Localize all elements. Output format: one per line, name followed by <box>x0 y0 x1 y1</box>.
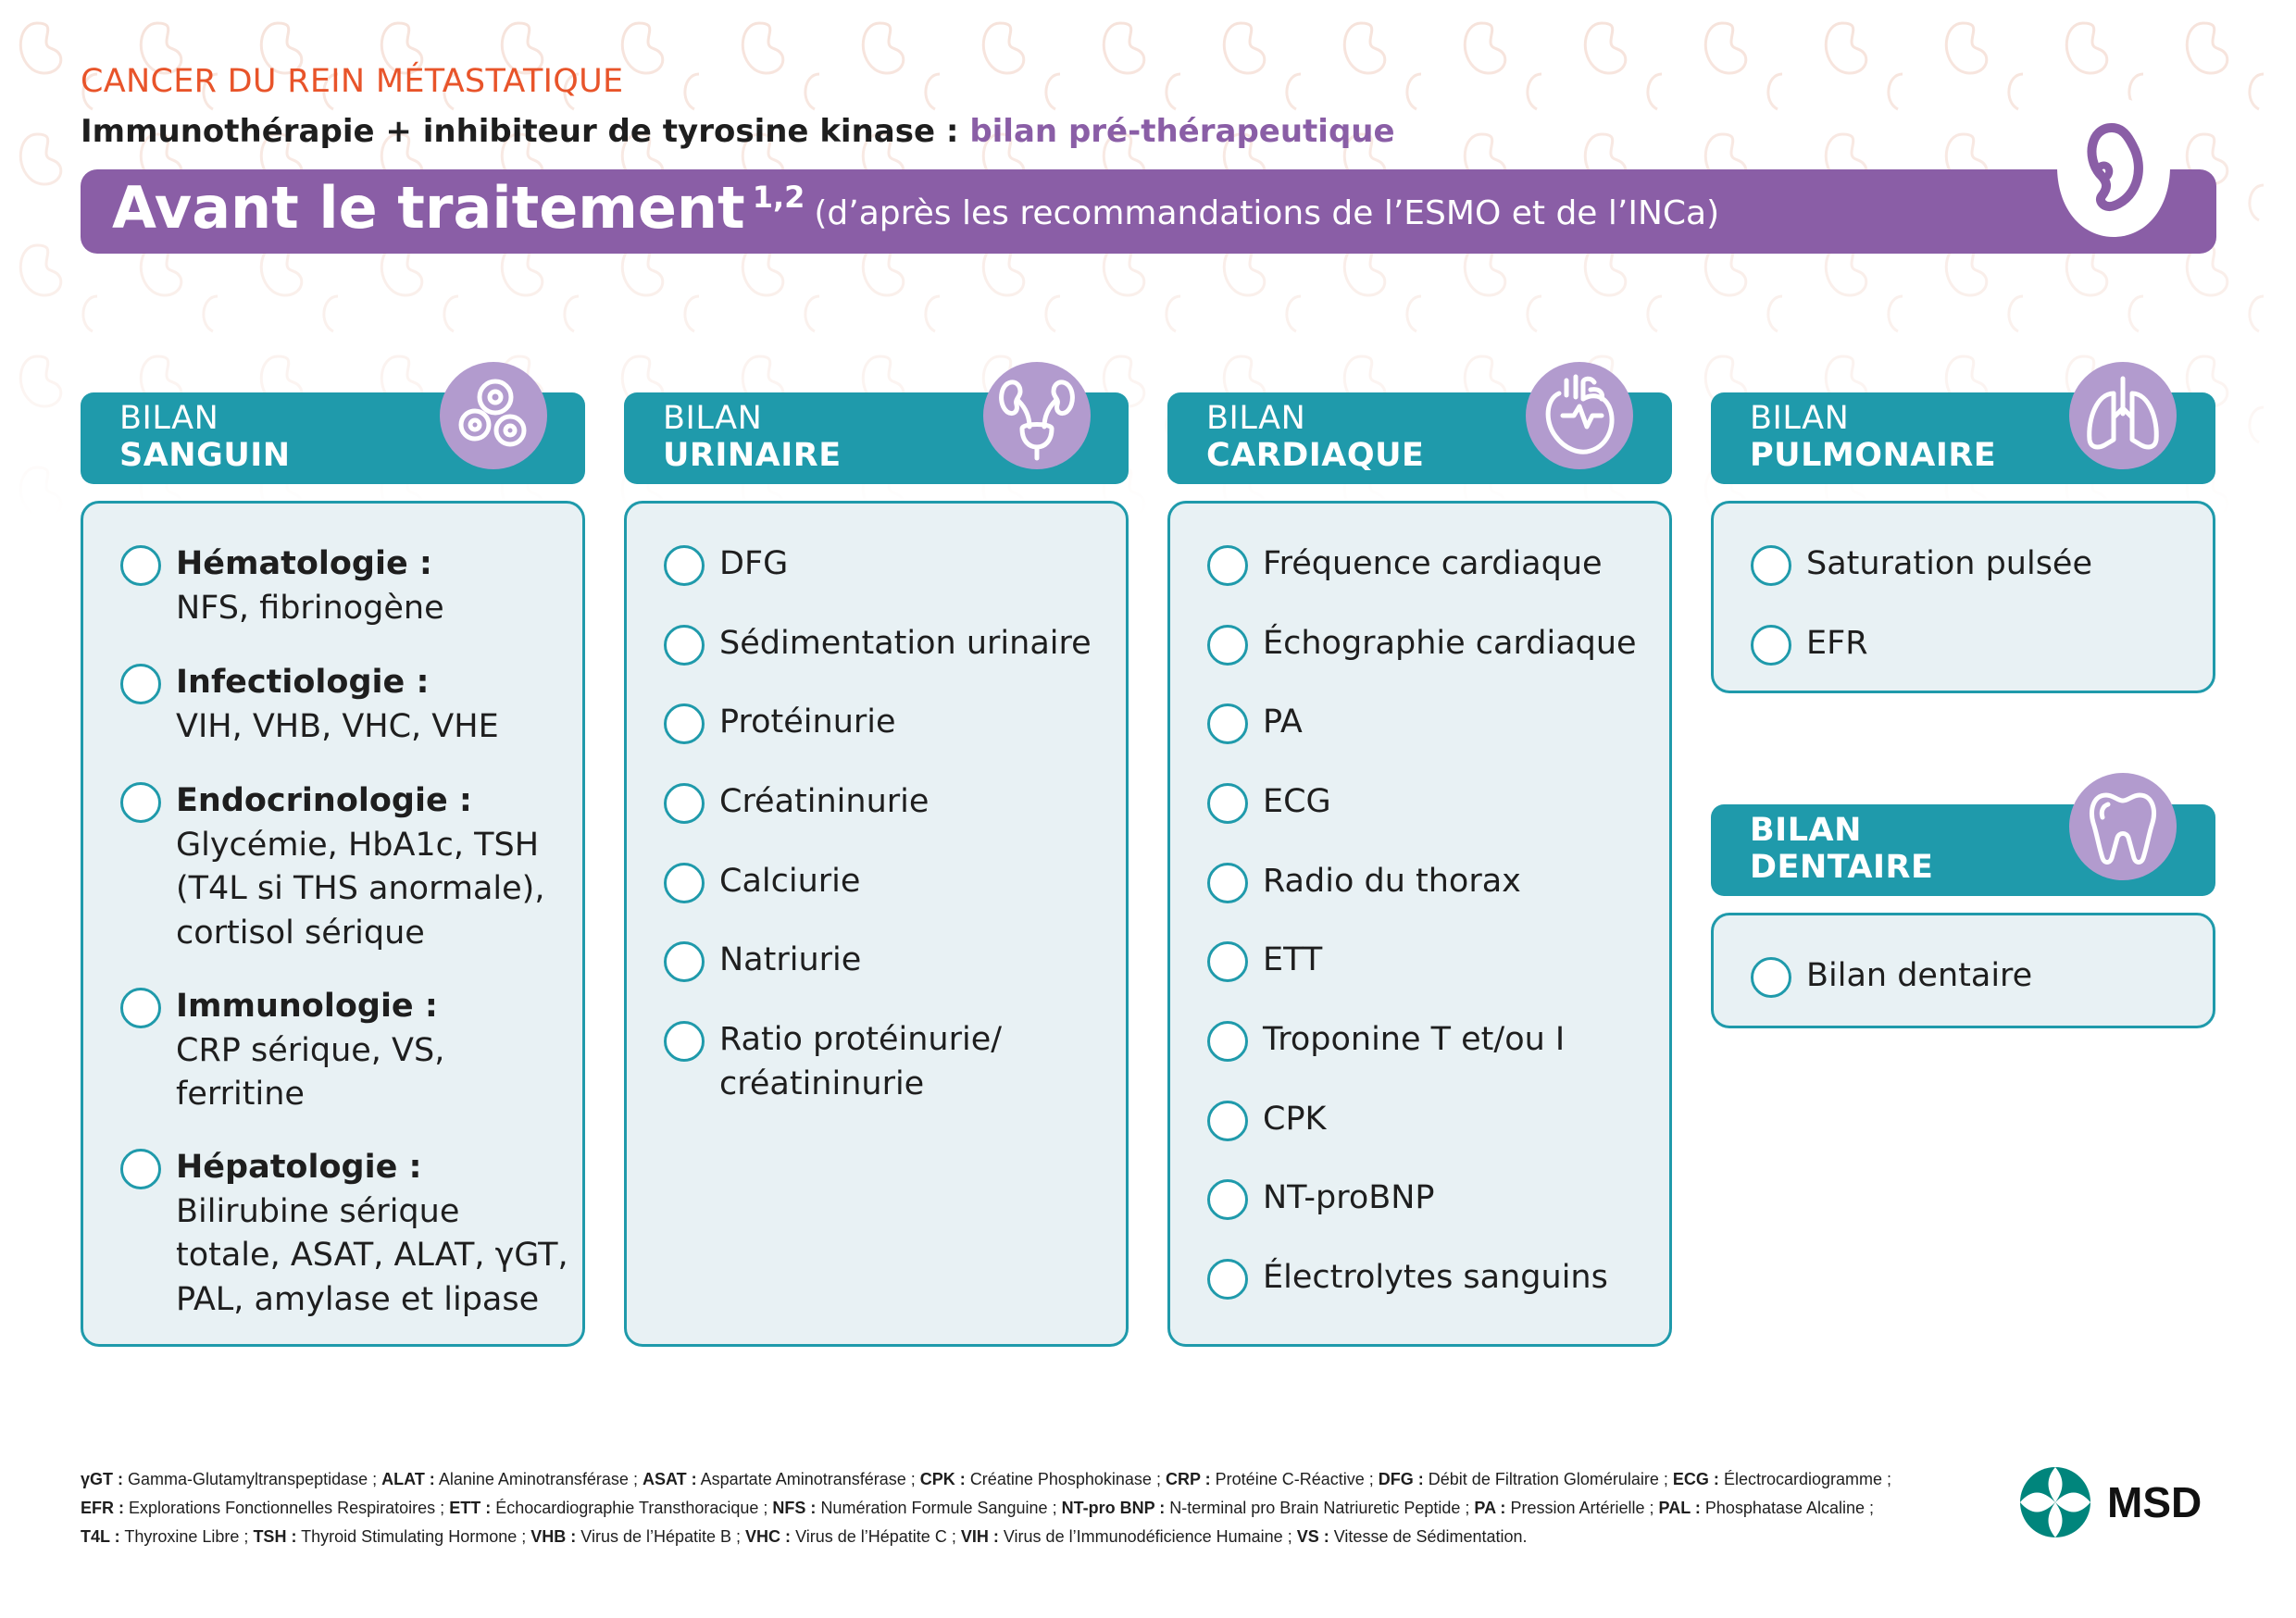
abbr-term: VHC : <box>745 1527 792 1546</box>
item-text: Protéinurie <box>719 703 896 741</box>
abbr-term: TSH : <box>253 1527 297 1546</box>
panel-urinaire <box>624 501 1129 1347</box>
abbr-def: Électrocardiogramme ; <box>1723 1470 1892 1488</box>
item-label: Hépatologie : <box>176 1149 422 1186</box>
checkbox[interactable] <box>1207 1101 1248 1141</box>
footnote-line <box>81 1523 1932 1551</box>
msd-logo <box>2018 1465 2222 1539</box>
abbreviations-footnote <box>81 1465 1932 1551</box>
abbr-term: CPK : <box>919 1470 966 1488</box>
checkbox[interactable] <box>1207 1259 1248 1300</box>
item-text: Ratio protéinurie/ <box>719 1021 1003 1058</box>
checkbox[interactable] <box>664 545 705 586</box>
checkbox[interactable] <box>120 1149 161 1189</box>
item-text: Électrolytes sanguins <box>1263 1259 1608 1296</box>
abbr-def: Alanine Aminotransférase ; <box>438 1470 638 1488</box>
abbr-def: Virus de l’Hépatite C ; <box>795 1527 956 1546</box>
kidneys-bladder-icon <box>983 362 1091 469</box>
abbr-def: Virus de l’Immunodéficience Humaine ; <box>1003 1527 1292 1546</box>
abbr-def: Vitesse de Sédimentation. <box>1333 1527 1528 1546</box>
msd-emblem-icon <box>2020 1467 2090 1537</box>
abbr-def: Aspartate Aminotransférase ; <box>700 1470 916 1488</box>
abbr-def: Créatine Phosphokinase ; <box>969 1470 1161 1488</box>
checkbox[interactable] <box>1207 783 1248 824</box>
abbr-term: CRP : <box>1165 1470 1211 1488</box>
header-top-text: BILAN <box>663 400 763 437</box>
item-text: Natriurie <box>719 941 862 978</box>
checkbox[interactable] <box>120 782 161 823</box>
msd-logo-text: MSD <box>2107 1478 2202 1526</box>
checkbox[interactable] <box>664 625 705 666</box>
item-detail: NFS, fibrinogène <box>176 589 444 627</box>
item-detail: VIH, VHB, VHC, VHE <box>176 707 499 745</box>
checkbox[interactable] <box>1207 863 1248 903</box>
item-detail: PAL, amylase et lipase <box>176 1280 540 1318</box>
checkbox[interactable] <box>664 783 705 824</box>
item-label: Hématologie : <box>176 545 432 582</box>
item-detail: (T4L si THS anormale), <box>176 870 545 907</box>
item-text: Fréquence cardiaque <box>1263 545 1603 582</box>
item-text: DFG <box>719 545 789 582</box>
checkbox[interactable] <box>1207 941 1248 982</box>
item-text: Échographie cardiaque <box>1263 625 1637 662</box>
checkbox[interactable] <box>1751 545 1791 586</box>
item-text: Bilan dentaire <box>1806 957 2033 994</box>
panel-dentaire <box>1711 913 2215 1028</box>
kidney-logo-icon <box>2053 93 2174 241</box>
item-detail: Glycémie, HbA1c, TSH <box>176 826 540 864</box>
lungs-icon <box>2069 362 2177 469</box>
abbr-term: ASAT : <box>642 1470 697 1488</box>
panel-sanguin <box>81 501 585 1347</box>
header-bottom-text: SANGUIN <box>119 437 291 474</box>
header-top-text: BILAN <box>1750 812 1862 849</box>
abbr-def: Protéine C-Réactive ; <box>1215 1470 1374 1488</box>
abbr-def: Gamma-Glutamyltranspeptidase ; <box>128 1470 378 1488</box>
header-bottom-text: PULMONAIRE <box>1750 437 1997 474</box>
item-label: Infectiologie : <box>176 664 430 701</box>
abbr-term: VHB : <box>530 1527 577 1546</box>
checkbox[interactable] <box>1207 625 1248 666</box>
checkbox[interactable] <box>120 664 161 704</box>
abbr-term: T4L : <box>81 1527 120 1546</box>
footnote-line <box>81 1494 1932 1523</box>
checkbox[interactable] <box>664 1021 705 1062</box>
abbr-term: NFS : <box>772 1499 817 1517</box>
abbr-term: NT-pro BNP : <box>1061 1499 1166 1517</box>
abbr-def: Pression Artérielle ; <box>1510 1499 1654 1517</box>
item-detail: CRP sérique, VS, <box>176 1031 445 1069</box>
checkbox[interactable] <box>120 988 161 1028</box>
abbr-term: ALAT : <box>381 1470 435 1488</box>
item-detail: Bilirubine sérique <box>176 1192 460 1230</box>
abbr-term: DFG : <box>1378 1470 1424 1488</box>
abbr-term: VIH : <box>960 1527 999 1546</box>
item-detail: cortisol sérique <box>176 914 425 952</box>
banner-title-text: Avant le traitement <box>112 174 745 242</box>
item-text: Saturation pulsée <box>1806 545 2093 582</box>
item-text: ECG <box>1263 783 1331 820</box>
item-detail: ferritine <box>176 1076 305 1113</box>
header-top-text: BILAN <box>1206 400 1306 437</box>
item-text: CPK <box>1263 1101 1327 1138</box>
header-bottom-text: DENTAIRE <box>1750 849 1934 886</box>
heart-icon <box>1526 362 1633 469</box>
abbr-def: Thyroxine Libre ; <box>124 1527 249 1546</box>
item-text: EFR <box>1806 625 1868 662</box>
abbr-term: VS : <box>1296 1527 1329 1546</box>
item-text: Sédimentation urinaire <box>719 625 1092 662</box>
item-text: Troponine T et/ou I <box>1263 1021 1566 1058</box>
checkbox[interactable] <box>664 703 705 744</box>
abbr-term: PAL : <box>1658 1499 1701 1517</box>
footnote-line <box>81 1465 1932 1494</box>
panel-cardiaque <box>1167 501 1672 1347</box>
item-text: Radio du thorax <box>1263 863 1521 900</box>
abbr-term: ETT : <box>449 1499 492 1517</box>
abbr-def: Échocardiographie Transthoracique ; <box>495 1499 768 1517</box>
abbr-term: γGT : <box>81 1470 124 1488</box>
abbr-def: Virus de l’Hépatite B ; <box>580 1527 742 1546</box>
item-label: Immunologie : <box>176 988 438 1025</box>
document-subtitle <box>81 113 1395 150</box>
header-top-text: BILAN <box>119 400 219 437</box>
checkbox[interactable] <box>120 545 161 586</box>
item-detail: totale, ASAT, ALAT, γGT, <box>176 1237 568 1274</box>
subtitle-main: Immunothérapie + inhibiteur de tyrosine kinase : <box>81 113 970 150</box>
item-text: créatininurie <box>719 1064 925 1102</box>
banner-note: (d’après les recommandations de l’ESMO et de l’INCa) <box>814 194 1720 232</box>
abbr-def: Explorations Fonctionnelles Respiratoires ; <box>129 1499 445 1517</box>
item-text: Créatininurie <box>719 783 930 820</box>
abbr-term: ECG : <box>1672 1470 1719 1488</box>
header-bottom-text: URINAIRE <box>663 437 842 474</box>
tooth-icon <box>2069 773 2177 880</box>
document-kicker: CANCER DU REIN MÉTASTATIQUE <box>81 63 624 100</box>
checkbox[interactable] <box>1751 957 1791 998</box>
item-text: Calciurie <box>719 863 861 900</box>
abbr-def: Numération Formule Sanguine ; <box>820 1499 1057 1517</box>
checkbox[interactable] <box>1751 625 1791 666</box>
header-bottom-text: CARDIAQUE <box>1206 437 1425 474</box>
abbr-def: Thyroid Stimulating Hormone ; <box>301 1527 527 1546</box>
panel-pulmonaire <box>1711 501 2215 693</box>
abbr-term: EFR : <box>81 1499 124 1517</box>
item-text: NT-proBNP <box>1263 1179 1435 1216</box>
abbr-def: Débit de Filtration Glomérulaire ; <box>1428 1470 1668 1488</box>
item-text: ETT <box>1263 941 1323 978</box>
checkbox[interactable] <box>1207 545 1248 586</box>
abbr-def: Phosphatase Alcaline ; <box>1704 1499 1875 1517</box>
subtitle-accent: bilan pré-thérapeutique <box>969 113 1395 150</box>
checkbox[interactable] <box>664 941 705 982</box>
item-label: Endocrinologie : <box>176 782 472 819</box>
abbr-def: N-terminal pro Brain Natriuretic Peptide ; <box>1169 1499 1470 1517</box>
checkbox[interactable] <box>664 863 705 903</box>
header-top-text: BILAN <box>1750 400 1850 437</box>
checkbox[interactable] <box>1207 1021 1248 1062</box>
abbr-term: PA : <box>1474 1499 1506 1517</box>
banner-references: 1,2 <box>752 180 805 215</box>
checkbox[interactable] <box>1207 703 1248 744</box>
checkbox[interactable] <box>1207 1179 1248 1220</box>
item-text: PA <box>1263 703 1303 741</box>
blood-cells-icon <box>440 362 547 469</box>
banner-title <box>112 174 1719 242</box>
